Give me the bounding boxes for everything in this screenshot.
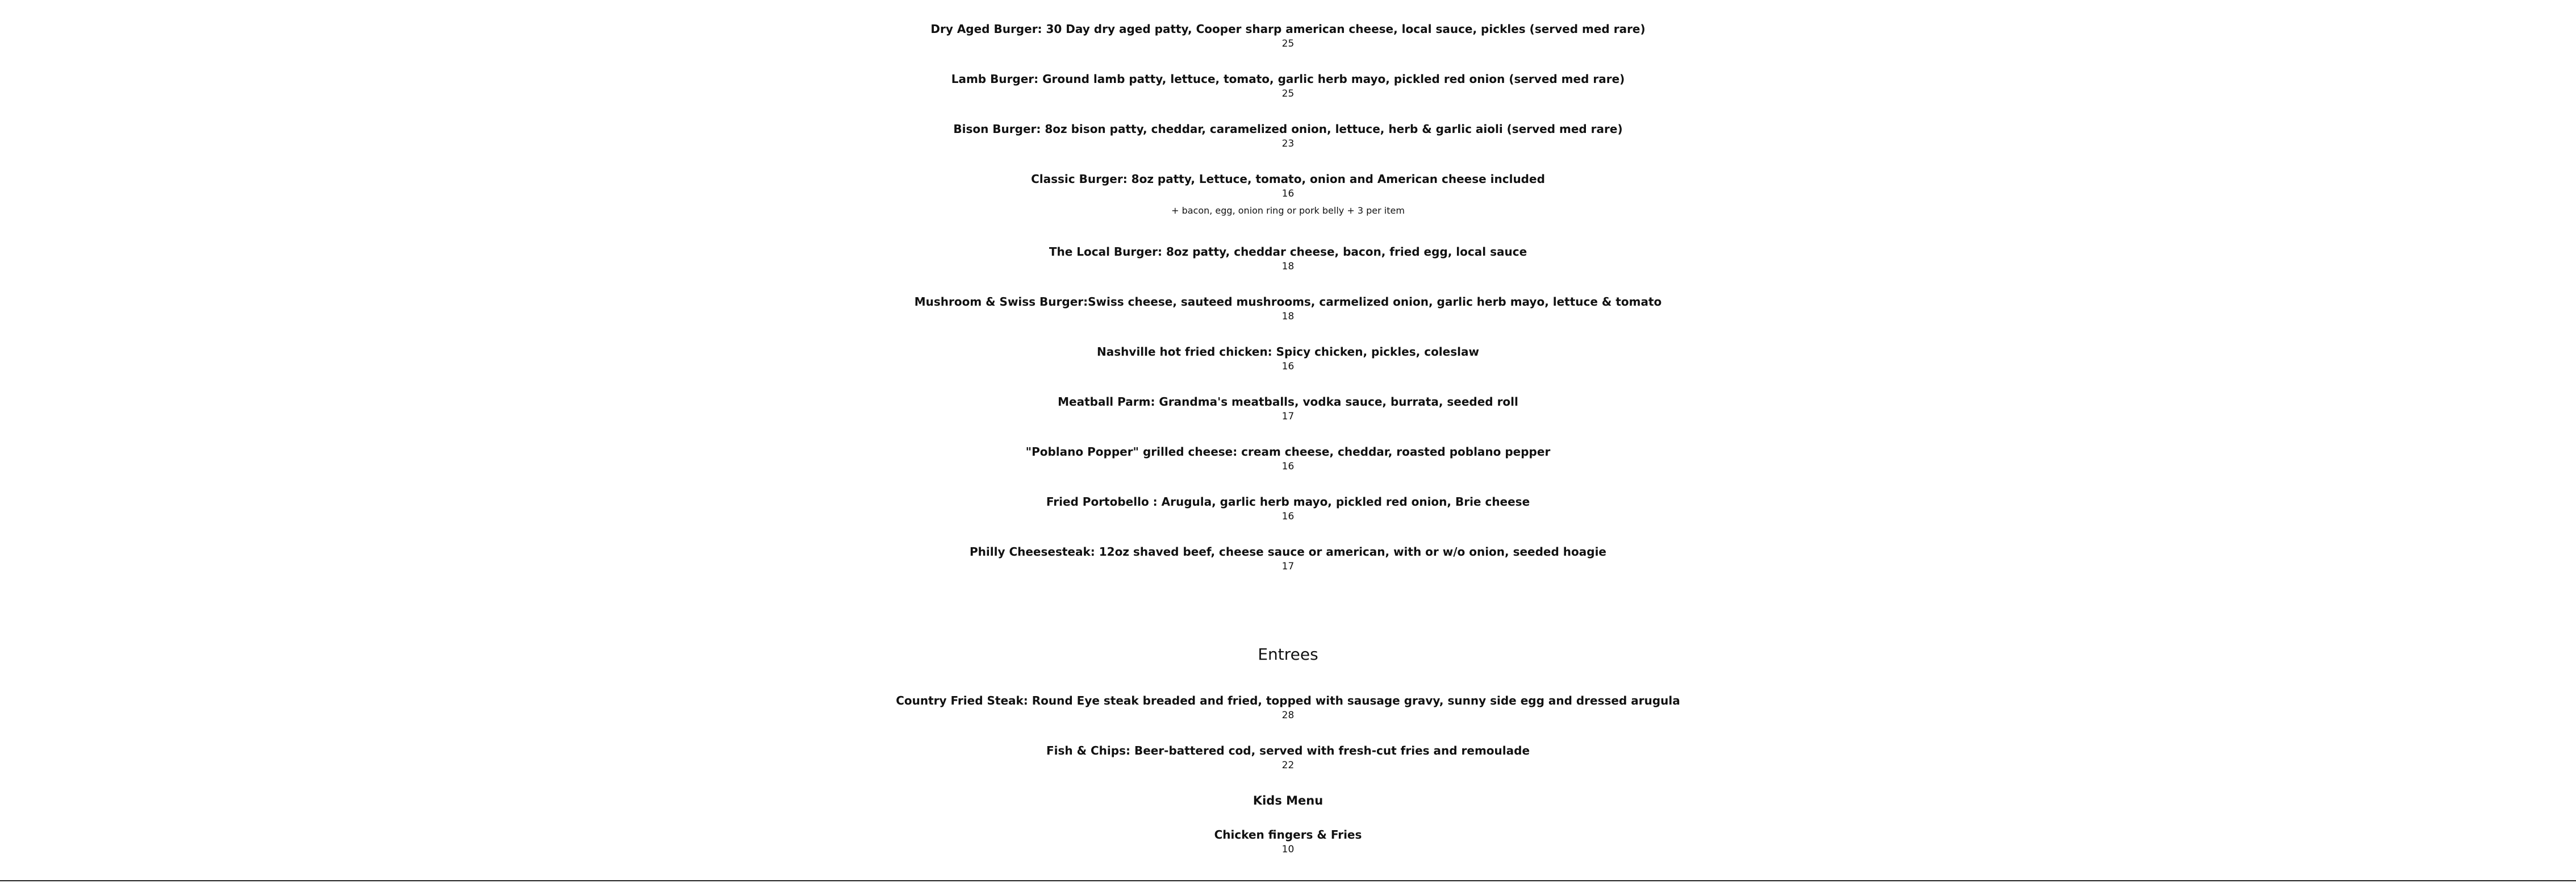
menu-item-price: 10 [1281, 844, 1295, 855]
menu-item-title: Country Fried Steak: Round Eye steak breaded and fried, topped with sausage gravy, sunny side egg and dressed arugula [896, 694, 1680, 707]
menu-item-price: 17 [1281, 411, 1295, 422]
menu-item-title: Fried Portobello : Arugula, garlic herb mayo, pickled red onion, Brie cheese [1046, 495, 1530, 509]
menu-item-poblano-popper [0, 444, 2576, 473]
menu-item-price: 18 [1281, 261, 1295, 272]
menu-item-price: 16 [1281, 511, 1295, 522]
menu-item-classic-burger [0, 171, 2576, 218]
section-heading-entrees: Entrees [1258, 645, 1318, 664]
menu-item-price: 17 [1281, 561, 1295, 572]
menu-item-price: 16 [1281, 461, 1295, 472]
menu-item-nashville-hot-chicken [0, 344, 2576, 373]
menu-item-dry-aged-burger [0, 21, 2576, 51]
menu-item-fish-and-chips [0, 743, 2576, 772]
menu-item-title: Dry Aged Burger: 30 Day dry aged patty, Cooper sharp american cheese, local sauce, pickles (served med rare) [930, 22, 1646, 36]
menu-item-price: 28 [1281, 710, 1295, 721]
menu-item-title: Mushroom & Swiss Burger:Swiss cheese, sauteed mushrooms, carmelized onion, garlic herb mayo, lettuce & tomato [914, 295, 1662, 309]
menu-item-price: 16 [1281, 361, 1295, 372]
menu-item-price: 25 [1281, 38, 1295, 49]
menu-item-price: 16 [1281, 188, 1295, 199]
menu-item-title: The Local Burger: 8oz patty, cheddar cheese, bacon, fried egg, local sauce [1049, 245, 1527, 259]
menu-item-title: Philly Cheesesteak: 12oz shaved beef, cheese sauce or american, with or w/o onion, seeded hoagie [969, 545, 1606, 559]
menu-item-title: Bison Burger: 8oz bison patty, cheddar, caramelized onion, lettuce, herb & garlic aioli (served med rare) [953, 122, 1623, 136]
section-heading-kids-menu: Kids Menu [1252, 794, 1324, 807]
menu-item-local-burger [0, 244, 2576, 273]
menu-item-meatball-parm [0, 394, 2576, 423]
menu-item-title: Classic Burger: 8oz patty, Lettuce, tomato, onion and American cheese included [1031, 172, 1545, 186]
menu-item-title: "Poblano Popper" grilled cheese: cream cheese, cheddar, roasted poblano pepper [1025, 445, 1551, 459]
menu-item-bison-burger [0, 121, 2576, 151]
menu-item-price: 18 [1281, 311, 1295, 322]
menu-item-title: Fish & Chips: Beer-battered cod, served with fresh-cut fries and remoulade [1046, 744, 1530, 757]
menu-item-country-fried-steak [0, 693, 2576, 722]
menu-item-addon-note: + bacon, egg, onion ring or pork belly + 3 per item [1171, 205, 1405, 216]
menu-item-chicken-fingers [0, 827, 2576, 856]
menu-item-title: Nashville hot fried chicken: Spicy chicken, pickles, coleslaw [1097, 345, 1479, 359]
menu-item-title: Chicken fingers & Fries [1214, 828, 1362, 842]
menu-item-price: 25 [1281, 88, 1295, 99]
menu-item-lamb-burger [0, 71, 2576, 101]
menu-item-fried-portobello [0, 494, 2576, 523]
menu-item-price: 22 [1281, 760, 1295, 771]
menu-item-philly-cheesesteak [0, 544, 2576, 573]
menu-item-title: Lamb Burger: Ground lamb patty, lettuce, tomato, garlic herb mayo, pickled red onion (served med rare) [951, 72, 1625, 86]
menu-item-title: Meatball Parm: Grandma's meatballs, vodka sauce, burrata, seeded roll [1058, 395, 1518, 409]
page-bottom-divider [0, 880, 2576, 881]
menu-item-mushroom-swiss-burger [0, 294, 2576, 323]
menu-item-price: 23 [1281, 138, 1295, 149]
